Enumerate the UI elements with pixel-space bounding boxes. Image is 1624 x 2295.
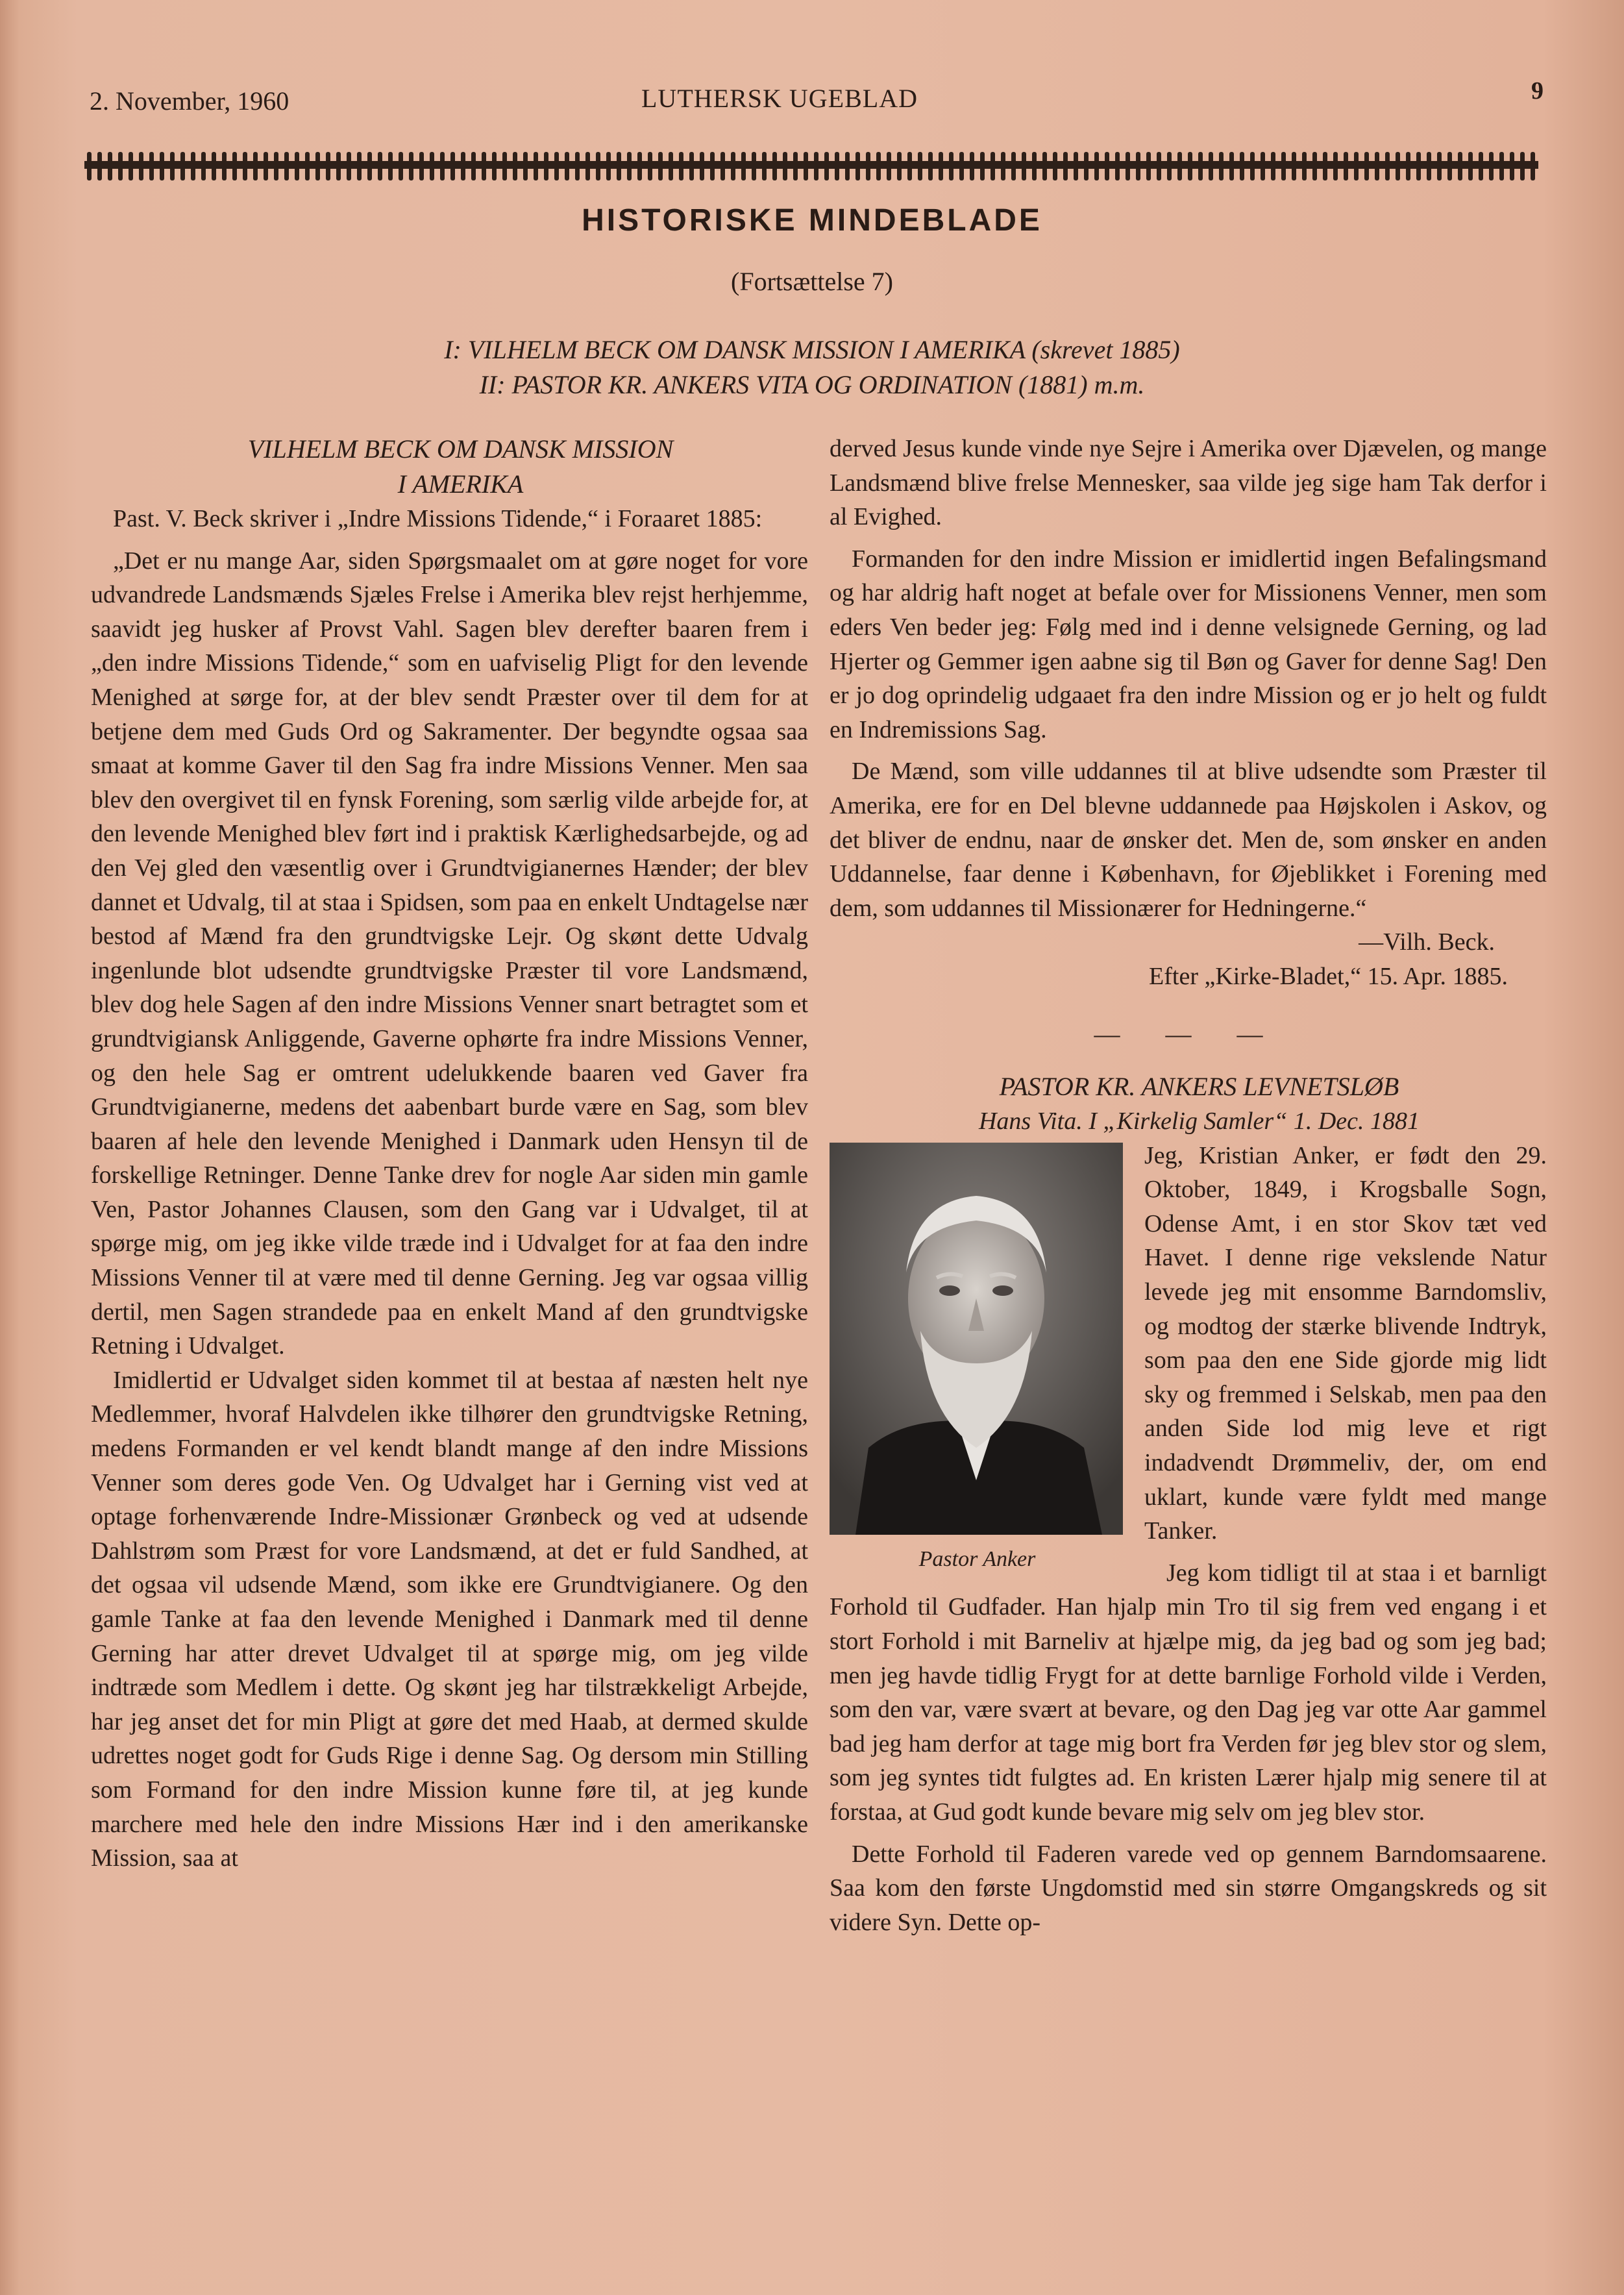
section-heading-anker: PASTOR KR. ANKERS LEVNETSLØB <box>999 1072 1399 1102</box>
paragraph: Formanden for den indre Mission er imidlertid ingen Befalingsmand og har aldrig haft noget at befale over for Missionens Venner, men som eders Ven beder jeg: Følg med ind i denne velsignede Gerning, og lad Hjerter og Gemmer igen aabne sig til Bøn og Gaver for denne Sag! Den er jo dog oprindelig udgaaet fra den indre Mission og er jo helt og fuldt en Indremissions Sag. <box>830 545 1547 743</box>
portrait-illustration <box>830 1143 1123 1535</box>
part-line-1: I: VILHELM BECK OM DANSK MISSION I AMERIKA (skrevet 1885) <box>444 335 1180 364</box>
portrait-figure <box>830 1143 1125 1574</box>
paragraph: derved Jesus kunde vinde nye Sejre i Amerika over Djævelen, og mange Landsmænd blive frelse Mennesker, saa vilde jeg sige ham Tak derfor i al Evighed. <box>830 435 1547 531</box>
issue-date: 2. November, 1960 <box>90 86 289 116</box>
paragraph: Past. V. Beck skriver i „Indre Missions Tidende,“ i Foraaret 1885: <box>113 505 763 532</box>
section-divider: — — — <box>1094 1019 1283 1048</box>
paragraph: „Det er nu mange Aar, siden Spørgsmaalet om at gøre noget for vore udvandrede Landsmænds Sjæles Frelse i Amerika blev rejst herhjemme, saavidt jeg husker af Provst Vahl. Sagen blev derefter baaren frem i „den indre Missions Tidende,“ som en uafviselig Pligt for den levende Menighed at sørge for, at der blev sendt Præster over til dem for at betjene dem med Guds Ord og Sakramenter. Der begyndte ogsaa saa smaat at komme Gaver til den Sag fra indre Missions Venner. Men saa blev den overgivet til en fynsk Forening, som særlig vilde arbejde for, at den levende Menighed blev ført ind i praktisk Kærlighedsarbejde, og ad den Vej gled den væsentlig over i Grundtvigianernes Hænder; der blev dannet et Udvalg, til at staa i Spidsen, som paa en enkelt Undtagelse nær bestod af Mænd fra den grundtvigske Lejr. Og skønt dette Udvalg ingenlunde blot udsendte grundtvigske Præster til vore Landsmænd, blev dog hele Sagen af den indre Missions Venner snart betragtet som et grundtvigiansk Anliggende, Gaverne ophørte fra indre Missions Venner, og den hele Sag er omtrent udelukkende baaren ved Gaver fra Grundtvigianerne, medens det aabenbart burde være en Sag, som blev baaren af hele den levende Menighed i Danmark uden Hensyn til de forskellige Retninger. Denne Tanke drev for nogle Aar siden min gamle Ven, Pastor Johannes Clausen, som den Gang var i Udvalget, til at spørge mig, om jeg ikke vilde træde ind i Udvalget for at faa den indre Missions Venner til at være med til denne Gerning. Jeg var ogsaa villig dertil, men Sagen strandede paa en enkelt Mand af den grundtvigske Retning i Udvalget. <box>91 547 808 1360</box>
signature: —Vilh. Beck. <box>1359 928 1495 956</box>
section-heading-beck-1: VILHELM BECK OM DANSK MISSION <box>247 434 674 464</box>
portrait-photo <box>830 1143 1123 1535</box>
section-subheading-anker: Hans Vita. I „Kirkelig Samler“ 1. Dec. 1881 <box>978 1108 1420 1135</box>
article-parts <box>0 332 1624 403</box>
section-heading-beck-2: I AMERIKA <box>397 469 524 499</box>
article-title: HISTORISKE MINDEBLADE <box>582 203 1042 238</box>
source-citation: Efter „Kirke-Bladet,“ 15. Apr. 1885. <box>1149 962 1508 990</box>
paragraph: Jeg, Kristian Anker, er født den 29. Oktober, 1849, i Krogsballe Sogn, Odense Amt, i en stor Skov tæt ved Havet. I denne rige vekslende Natur levede jeg mit ensomme Barndomsliv, og modtog der stærke blivende Indtryk, som paa den ene Side gjorde mig lidt sky og fremmed i Selskab, men paa den anden Side lod mig leve et rigt indadvendt Drømmeliv, der, om end uklart, kunde være fyldt med mange Tanker. <box>1144 1141 1547 1545</box>
article-subtitle: (Fortsættelse 7) <box>731 267 893 296</box>
paragraph: Jeg kom tidligt til at staa i et barnligt Forhold til Gudfader. Han hjalp min Tro til sig frem ved engang i et stort Forhold i mit Barneliv at hjælpe mig, da jeg bad og som jeg bad; men jeg havde tidlig Frygt for at dette barnlige Forhold vilde i Verden, som den var, være svært at bevare, og den Dag jeg var otte Aar gammel bad jeg ham derfor at tage mig bort fra Verden før jeg blev stor og slem, som jeg syntes tidt fulgtes ad. En kristen Lærer hjalp mig senere til at forstaa, at Gud godt kunde bevare mig selv om jeg blev stor. <box>830 1559 1547 1826</box>
page-header <box>90 77 1544 116</box>
right-column <box>830 432 1547 1939</box>
paragraph: Dette Forhold til Faderen varede ved op gennem Barndomsaarene. Saa kom den første Ungdomstid med sin større Omgangskreds og sit videre Syn. Dette op- <box>830 1840 1547 1936</box>
paragraph: De Mænd, som ville uddannes til at blive udsendte som Præster til Amerika, ere for en Del blevne uddannede paa Højskolen i Askov, og det bliver de endnu, naar de ønsker det. Men de, som ønsker en anden Uddannelse, faar denne i København, for Øjeblikket i Forening med dem, som uddannes til Missionærer for Hedningerne.“ <box>830 758 1547 922</box>
page-number: 9 <box>1531 77 1544 105</box>
paragraph: Imidlertid er Udvalget siden kommet til at bestaa af næsten helt nye Medlemmer, hvoraf Halvdelen ikke tilhører den grundtvigske Retning, medens Formanden er vel kendt blandt mange af den indre Missions Venner som deres gode Ven. Og Udvalget har i Gerning vist ved at optage forhenværende Indre-Missionær Grønbeck og ved at udsende Dahlstrøm som Præst for vore Landsmænd, at det er fuld Sandhed, at det ogsaa vil udsende Mænd, som ikke ere Grundtvigianere. Og den gamle Tanke at faa den levende Menighed i Danmark med til denne Gerning har atter drevet Udvalget til at spørge mig, om jeg vilde indtræde som Medlem i dette. Og skønt jeg har tilstrækkeligt Arbejde, har jeg anset det for min Pligt at gøre det med Haab, at dermed skulde udrettes noget godt for Guds Rige i denne Sag. Og dersom min Stilling som Formand for den indre Mission kunne føre til, at jeg kunde marchere med hele den indre Missions Hær ind i den amerikanske Mission, saa at <box>91 1366 808 1872</box>
left-column <box>91 432 808 1876</box>
part-line-2: II: PASTOR KR. ANKERS VITA OG ORDINATION (1881) m.m. <box>479 370 1145 399</box>
portrait-caption: Pastor Anker <box>918 1546 1036 1571</box>
newspaper-name: LUTHERSK UGEBLAD <box>641 84 918 113</box>
decorative-border-ornament <box>84 148 1538 184</box>
